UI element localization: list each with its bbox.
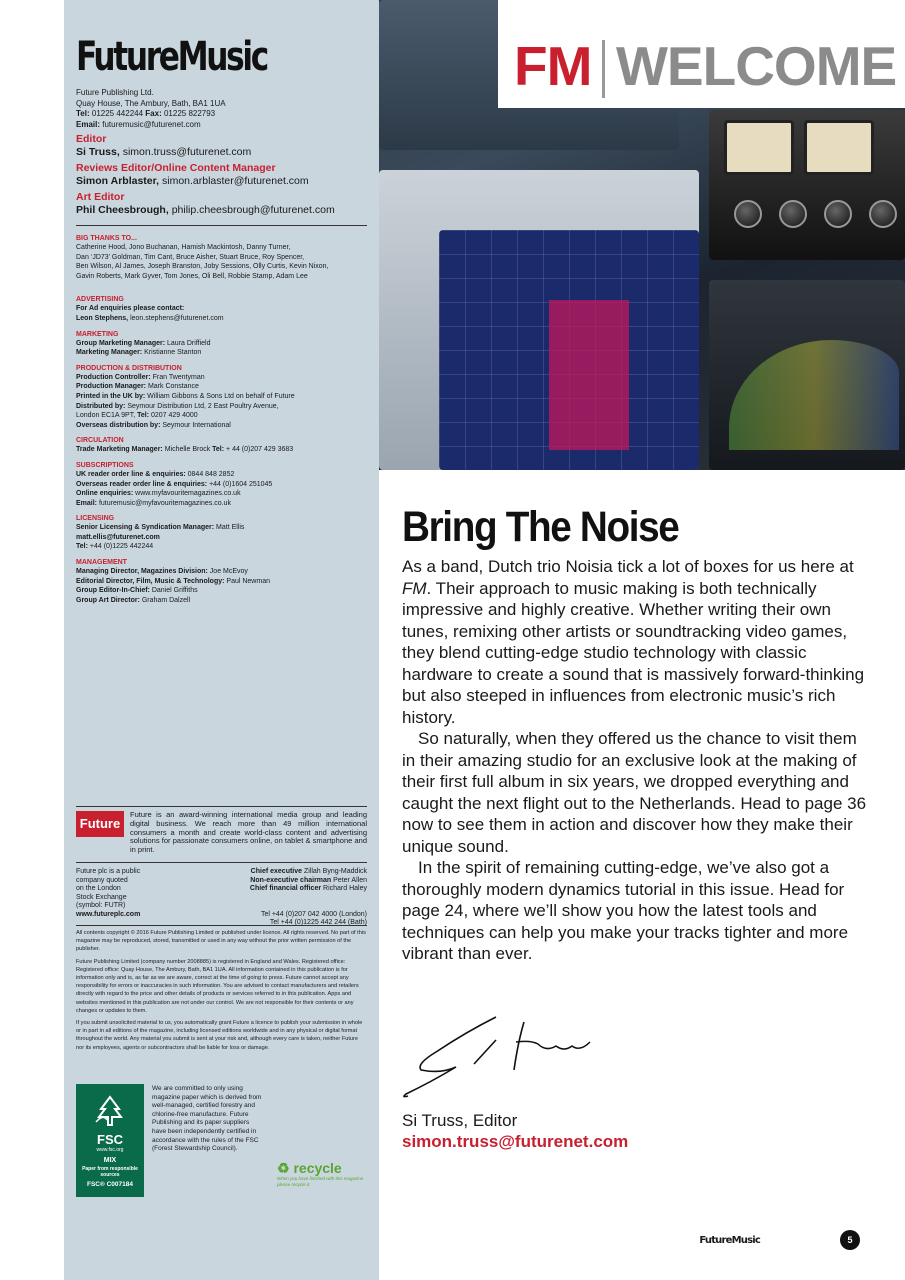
staff-person: Si Truss, simon.truss@futurenet.com bbox=[76, 146, 252, 158]
credit-line: Production Manager: Mark Constance bbox=[76, 383, 199, 391]
paragraph: In the spirit of remaining cutting-edge, we’ve also got a thoroughly modern dynamics tutorial in this issue. Head for page 24, where we’ll show you how the latest tools and techniques can help you make your tracks tighter and more vibrant than ever. bbox=[402, 858, 849, 963]
section-heading: BIG THANKS TO... bbox=[76, 235, 137, 242]
staff-person: Phil Cheesbrough, philip.cheesbrough@futurenet.com bbox=[76, 204, 335, 216]
credit-line: Overseas distribution by: Seymour International bbox=[76, 421, 231, 429]
plc-left: Future plc is a public company quoted on the London Stock Exchange (symbol: FUTR) www.futureplc.com bbox=[76, 868, 166, 920]
staff-role: Editor bbox=[76, 133, 107, 145]
credit-line: Email: futuremusic@myfavouritemagazines.co.uk bbox=[76, 499, 231, 507]
article-headline: Bring The Noise bbox=[402, 503, 679, 551]
recycle-icon: ♻ bbox=[277, 1160, 290, 1176]
credit-line: Tel: +44 (0)1225 442244 bbox=[76, 543, 154, 551]
page-number: 5 bbox=[840, 1230, 860, 1250]
email-line: Email: futuremusic@futurenet.com bbox=[76, 119, 201, 129]
section-heading: MARKETING bbox=[76, 330, 119, 338]
company-name: Future Publishing Ltd. bbox=[76, 88, 154, 97]
divider bbox=[76, 225, 367, 226]
plc-right: Chief executive Zillah Byng-Maddick Non-executive chairman Peter Allen Chief financial officer Richard Haley Tel +44 (0)207 042 4000 (London) Tel +44 (0)1225 442 244 (Bath) bbox=[249, 868, 367, 927]
editor-email[interactable]: simon.truss@futurenet.com bbox=[402, 1132, 629, 1151]
staff-list bbox=[76, 133, 367, 217]
knob-icon bbox=[824, 200, 852, 228]
credit-line: For Ad enquiries please contact: bbox=[76, 305, 185, 313]
credit-line: Managing Director, Magazines Division: Joe McEvoy bbox=[76, 568, 248, 576]
section-header bbox=[498, 0, 905, 108]
recycle-logo: ♻ recycle When you have finished with this magazine please recycle it. bbox=[277, 1160, 364, 1187]
street-address: Quay House, The Ambury, Bath, BA1 1UA bbox=[76, 98, 226, 108]
credit-line: Senior Licensing & Syndication Manager: Matt Ellis bbox=[76, 524, 245, 532]
thanks-section bbox=[76, 234, 367, 281]
thanks-line: Gavin Roberts, Mark Gyver, Tom Jones, Oli Bell, Robbie Stamp, Adam Lee bbox=[76, 272, 308, 280]
credit-line: Distributed by: Seymour Distribution Ltd, 2 East Poultry Avenue, bbox=[76, 402, 279, 410]
thanks-line: Ben Wilson, Al James, Joseph Branston, Joby Sessions, Olly Curtis, Kevin Nixon, bbox=[76, 263, 329, 271]
editor-name: Si Truss, Editor bbox=[402, 1111, 518, 1130]
thanks-line: Catherine Hood, Jono Buchanan, Hamish Mackintosh, Danny Turner, bbox=[76, 244, 291, 251]
section-heading: ADVERTISING bbox=[76, 296, 124, 304]
fsc-tree-icon bbox=[93, 1094, 127, 1128]
section-heading: PRODUCTION & DISTRIBUTION bbox=[76, 364, 182, 372]
folio-brand: FutureMusic bbox=[699, 1235, 760, 1246]
credit-line: Group Editor-In-Chief: Daniel Griffiths bbox=[76, 587, 198, 595]
credit-line: Group Art Director: Graham Dalzell bbox=[76, 596, 191, 604]
vu-meter bbox=[804, 120, 874, 175]
credit-line: Trade Marketing Manager: Michelle Brock Tel: + 44 (0)207 429 3683 bbox=[76, 446, 294, 454]
credit-line: matt.ellis@futurenet.com bbox=[76, 533, 160, 541]
credit-line: Production Controller: Fran Twentyman bbox=[76, 373, 205, 381]
section-heading: LICENSING bbox=[76, 515, 115, 523]
masthead-column bbox=[64, 0, 379, 1280]
staff-person: Simon Arblaster, simon.arblaster@futurenet.com bbox=[76, 175, 309, 187]
credit-line: Leon Stephens, leon.stephens@futurenet.com bbox=[76, 314, 224, 322]
section-heading: MANAGEMENT bbox=[76, 559, 127, 567]
spectrum-peak bbox=[549, 300, 629, 450]
credit-line: Group Marketing Manager: Laura Driffield bbox=[76, 339, 211, 347]
vu-meter bbox=[724, 120, 794, 175]
section-fm: FM bbox=[514, 35, 592, 97]
credit-line: Marketing Manager: Kristianne Stanton bbox=[76, 349, 202, 357]
plc-info bbox=[76, 862, 367, 927]
future-logo: Future bbox=[76, 811, 124, 837]
plc-website: www.futureplc.com bbox=[76, 910, 141, 918]
credit-line: Online enquiries: www.myfavouritemagazines.co.uk bbox=[76, 490, 241, 498]
paragraph: As a band, Dutch trio Noisia tick a lot of boxes for us here at FM. Their approach to music making is both technically impressive and highly creative. Whether writing their own tunes, remixing other artists or soundtracking video games, they blend cutting-edge studio technology with classic hardware to create a sound that is massively forward-thinking but also steeped in influences from electronic music’s rich history. bbox=[402, 557, 865, 727]
section-heading: SUBSCRIPTIONS bbox=[76, 461, 134, 469]
section-title: WELCOME bbox=[616, 35, 897, 97]
staff-role: Reviews Editor/Online Content Manager bbox=[76, 162, 276, 174]
credit-line: Overseas reader order line & enquiries: +44 (0)1604 251045 bbox=[76, 480, 273, 488]
paragraph: So naturally, when they offered us the chance to visit them in their amazing studio for an exclusive look at the making of their first full album in six years, we dropped everything and caught the next flight out to the Netherlands. Head to page 36 now to see them in action and discover how they make their unique sound. bbox=[402, 729, 867, 856]
future-description: Future is an award-winning international media group and leading digital business. We reach more than 49 million international consumers a month and create world-class content and advertising solutions for passionate consumers online, on tablet & smartphone and in print. bbox=[130, 810, 367, 855]
credit-line: London EC1A 9PT, Tel: 0207 429 4000 bbox=[76, 412, 198, 420]
article-body bbox=[402, 556, 872, 965]
thanks-line: Dan ‘JD73’ Goldman, Tim Cant, Bruce Aisher, Stuart Bruce, Roy Spencer, bbox=[76, 253, 305, 261]
knob-icon bbox=[779, 200, 807, 228]
knob-icon bbox=[734, 200, 762, 228]
knob-icon bbox=[869, 200, 897, 228]
section-heading: CIRCULATION bbox=[76, 437, 124, 445]
credit-line: Editorial Director, Film, Music & Technology: Paul Newman bbox=[76, 577, 270, 585]
credit-line: UK reader order line & enquiries: 0844 848 2852 bbox=[76, 470, 235, 478]
section-divider bbox=[602, 40, 605, 98]
editor-signature bbox=[396, 1012, 601, 1107]
fsc-statement: We are committed to only using magazine paper which is derived from well-managed, certified forestry and chlorine-free manufacture. Future Publishing and its paper suppliers have been independently certified in accordance with the rules of the FSC (Forest Stewardship Council). bbox=[152, 1085, 262, 1153]
legal-notice: All contents copyright © 2016 Future Publishing Limited or published under licence. All rights reserved. No part of this magazine may be reproduced, stored, transmitted or used in any way without the prior written permission of the publisher. Future Publishing Limited (company number 2008885) is registered in England and Wales. Registered office: Registered office: Quay House, The Ambury, Bath, BA1 1UA. All information contained in this publication is for information only and is, as far as we are aware, correct at the time of going to press. Future cannot accept any responsibility for errors or inaccuracies in such information. You are advised to contact manufacturers and retailers directly with regard to the price and other details of products or services referred to in this publication. Apps and websites mentioned in this publication are not under our control. We are not responsible for their contents or any changes or updates to them. If you submit unsolicited material to us, you automatically grant Future a licence to publish your submission in whole or in part in all editions of the magazine, including licensed editions worldwide and in any physical or digital format throughout the world. Any material you submit is sent at your risk and, although every care is taken, neither Future nor its employees, agents or subcontractors shall be liable for loss or damage. bbox=[76, 925, 367, 1056]
phone-line: Tel: 01225 442244 Fax: 01225 822793 bbox=[76, 109, 216, 118]
staff-role: Art Editor bbox=[76, 191, 125, 203]
fsc-badge: FSC www.fsc.org MIX Paper from responsible sources FSC® C007184 bbox=[76, 1084, 144, 1197]
credit-line: Printed in the UK by: William Gibbons & Sons Ltd on behalf of Future bbox=[76, 392, 295, 400]
futuremusic-logo: FutureMusic bbox=[76, 34, 267, 80]
future-plc-block bbox=[76, 806, 367, 855]
publisher-address bbox=[76, 88, 367, 130]
